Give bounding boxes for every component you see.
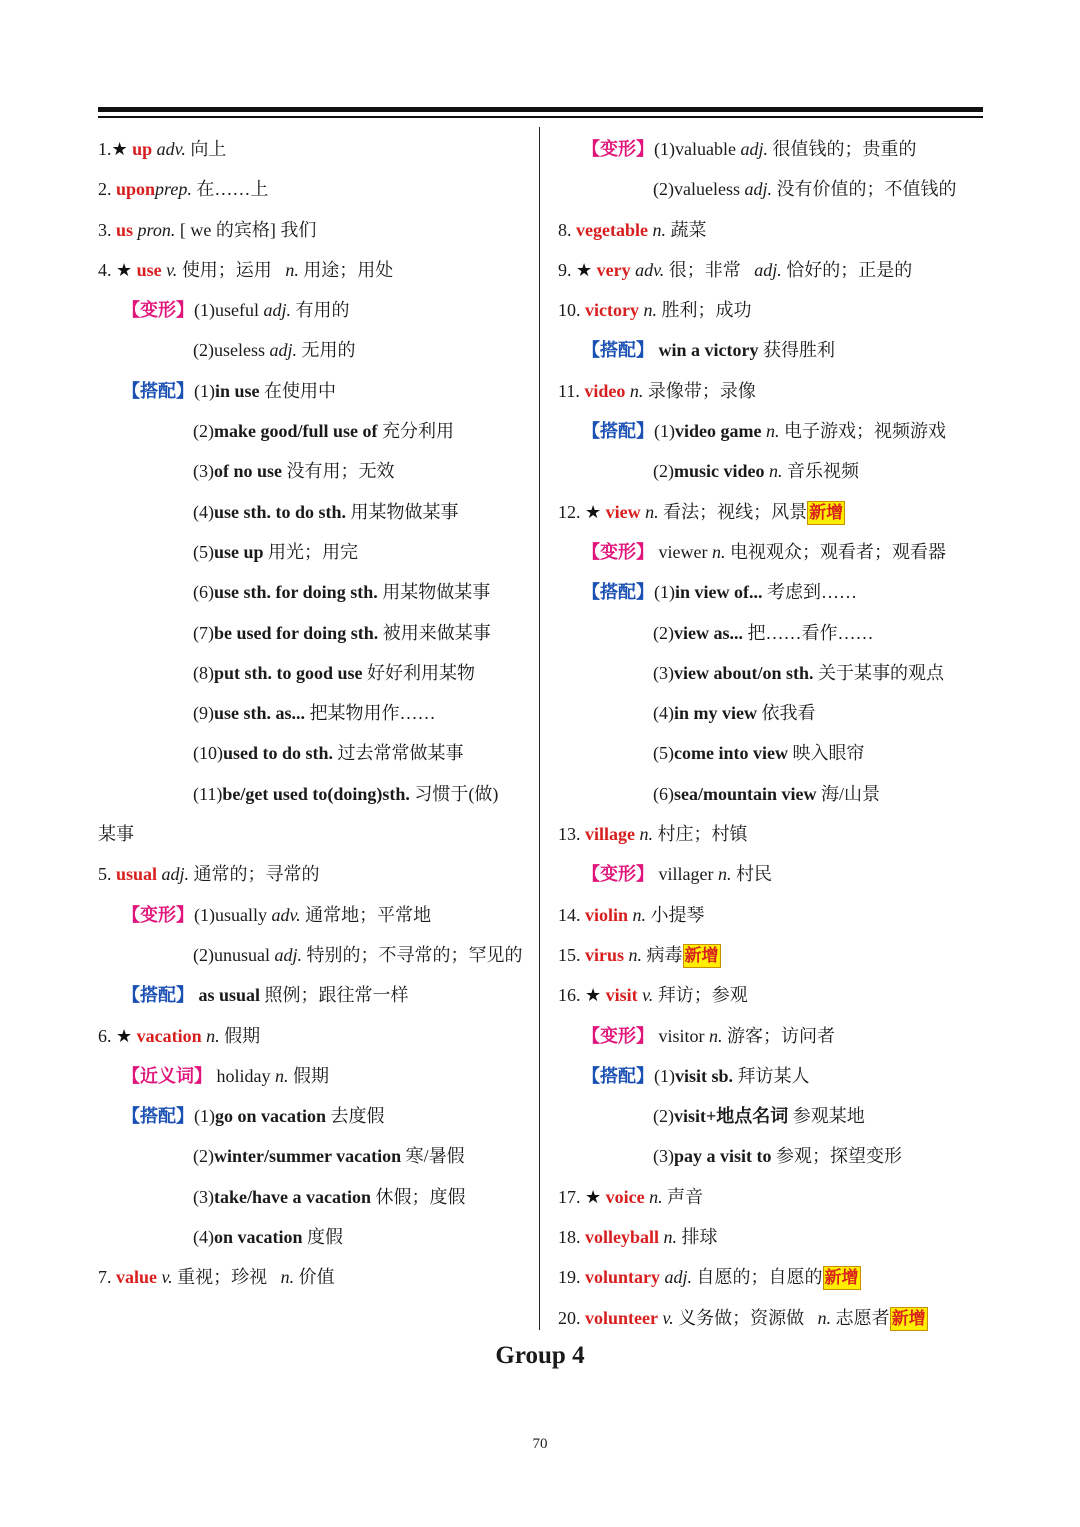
entry-volunteer: 20. volunteer v. 义务做；资源做 n. 志愿者 新增 bbox=[558, 1298, 988, 1338]
form-tag: 【变形】 bbox=[582, 1025, 654, 1046]
headword: visit bbox=[605, 985, 638, 1006]
headword: us bbox=[116, 219, 134, 240]
synonym-tag: 【近义词】 bbox=[122, 1065, 212, 1086]
form-tag: 【变形】 bbox=[122, 300, 194, 321]
visit-form: 【变形】 visitor n. 游客；访问者 bbox=[582, 1025, 836, 1046]
entry-vacation: 6. ★ vacation n. 假期 bbox=[98, 1025, 261, 1046]
star-icon: ★ bbox=[585, 1186, 602, 1207]
use-collocation-2: (2)make good/full use of 充分利用 bbox=[193, 421, 455, 442]
star-icon: ★ bbox=[576, 259, 593, 280]
headword: vacation bbox=[136, 1025, 202, 1046]
vacation-collocation-3: (3)take/have a vacation 休假；度假 bbox=[193, 1186, 466, 1207]
victory-collocation: 【搭配】 win a victory 获得胜利 bbox=[582, 340, 835, 361]
headword: view bbox=[605, 501, 641, 522]
collocation-tag: 【搭配】 bbox=[582, 582, 654, 603]
visit-collocation-2: (2)visit+地点名词 参观某地 bbox=[653, 1106, 865, 1127]
use-collocation-3: (3)of no use 没有用；无效 bbox=[193, 461, 395, 482]
vacation-synonym: 【近义词】 holiday n. 假期 bbox=[122, 1065, 329, 1086]
view-form: 【变形】 viewer n. 电视观众；观看者；观看器 bbox=[582, 541, 946, 562]
view-collocation-6: (6)sea/mountain view 海/山景 bbox=[653, 783, 881, 804]
entry-view: 12. ★ view n. 看法；视线；风景 新增 bbox=[558, 492, 988, 532]
headword: up bbox=[132, 139, 153, 159]
entry-vegetable: 8. vegetable n. 蔬菜 bbox=[558, 219, 707, 240]
vacation-collocation-1: 【搭配】(1)go on vacation 去度假 bbox=[122, 1106, 385, 1127]
use-collocation-6: (6)use sth. for doing sth. 用某物做某事 bbox=[193, 582, 491, 603]
new-badge: 新增 bbox=[890, 1307, 928, 1331]
entry-virus: 15. virus n. 病毒 新增 bbox=[558, 935, 988, 975]
headword: voice bbox=[605, 1186, 645, 1207]
usual-collocation: 【搭配】 as usual 照例；跟往常一样 bbox=[122, 985, 409, 1006]
headword: usual bbox=[116, 864, 158, 885]
collocation-tag: 【搭配】 bbox=[122, 380, 194, 401]
view-collocation-1: 【搭配】(1)in view of... 考虑到…… bbox=[582, 582, 857, 603]
right-column bbox=[558, 129, 988, 1338]
headword: use bbox=[136, 259, 162, 280]
collocation-tag: 【搭配】 bbox=[122, 1106, 194, 1127]
use-collocation-10: (10)used to do sth. 过去常常做某事 bbox=[193, 743, 464, 764]
entry-voluntary: 19. voluntary adj. 自愿的；自愿的 新增 bbox=[558, 1257, 988, 1297]
headword: value bbox=[116, 1267, 158, 1288]
use-form-1: 【变形】(1)useful adj. 有用的 bbox=[122, 300, 350, 321]
headword: virus bbox=[585, 944, 625, 965]
headword: village bbox=[585, 824, 635, 845]
view-collocation-5: (5)come into view 映入眼帘 bbox=[653, 743, 865, 764]
headword: upon bbox=[116, 179, 156, 200]
header-rule-thin bbox=[98, 116, 983, 118]
visit-collocation-1: 【搭配】(1)visit sb. 拜访某人 bbox=[582, 1065, 810, 1086]
entry-victory: 10. victory n. 胜利；成功 bbox=[558, 300, 752, 321]
use-collocation-11: (11)be/get used to(doing)sth. 习惯于(做) bbox=[193, 783, 499, 804]
view-collocation-4: (4)in my view 依我看 bbox=[653, 703, 816, 724]
column-divider bbox=[539, 127, 540, 1330]
page-number: 70 bbox=[532, 1436, 548, 1452]
entry-violin: 14. violin n. 小提琴 bbox=[558, 904, 705, 925]
new-badge: 新增 bbox=[807, 501, 845, 525]
use-collocation-5: (5)use up 用光；用完 bbox=[193, 541, 359, 562]
entry-video: 11. video n. 录像带；录像 bbox=[558, 380, 756, 401]
form-tag: 【变形】 bbox=[122, 904, 194, 925]
headword: volunteer bbox=[585, 1307, 658, 1328]
star-icon: ★ bbox=[585, 985, 602, 1006]
entry-upon: 2. uponprep. 在……上 bbox=[98, 179, 269, 200]
view-collocation-2: (2)view as... 把……看作…… bbox=[653, 622, 874, 643]
star-icon: ★ bbox=[111, 139, 128, 159]
use-collocation-11-continued: 某事 bbox=[98, 824, 134, 845]
star-icon: ★ bbox=[116, 1025, 133, 1046]
usual-form-2: (2)unusual adj. 特别的；不寻常的；罕见的 bbox=[193, 944, 523, 965]
entry-voice: 17. ★ voice n. 声音 bbox=[558, 1186, 704, 1207]
collocation-tag: 【搭配】 bbox=[582, 340, 654, 361]
use-collocation-1: 【搭配】(1)in use 在使用中 bbox=[122, 380, 337, 401]
entry-volleyball: 18. volleyball n. 排球 bbox=[558, 1227, 718, 1248]
usual-form-1: 【变形】(1)usually adv. 通常地；平常地 bbox=[122, 904, 432, 925]
visit-collocation-3: (3)pay a visit to 参观；探望变形 bbox=[653, 1146, 903, 1167]
headword: violin bbox=[585, 904, 629, 925]
headword: volleyball bbox=[585, 1227, 660, 1248]
form-tag: 【变形】 bbox=[582, 864, 654, 885]
entry-use: 4. ★ use v. 使用；运用 n. 用途；用处 bbox=[98, 259, 394, 280]
headword: vegetable bbox=[576, 219, 648, 240]
header-rule-thick bbox=[98, 107, 983, 112]
entry-up: 1.★ up adv. 向上 bbox=[98, 139, 227, 159]
star-icon: ★ bbox=[585, 501, 602, 522]
village-form: 【变形】 villager n. 村民 bbox=[582, 864, 772, 885]
vacation-collocation-4: (4)on vacation 度假 bbox=[193, 1227, 344, 1248]
star-icon: ★ bbox=[116, 259, 133, 280]
group-title: Group 4 bbox=[495, 1342, 585, 1369]
entry-visit: 16. ★ visit v. 拜访；参观 bbox=[558, 985, 748, 1006]
use-collocation-7: (7)be used for doing sth. 被用来做某事 bbox=[193, 622, 491, 643]
form-tag: 【变形】 bbox=[582, 541, 654, 562]
value-form-1: 【变形】(1)valuable adj. 很值钱的；贵重的 bbox=[582, 139, 917, 159]
headword: very bbox=[596, 259, 631, 280]
left-column bbox=[98, 129, 528, 1298]
collocation-tag: 【搭配】 bbox=[582, 1065, 654, 1086]
headword: video bbox=[584, 380, 626, 401]
video-collocation-2: (2)music video n. 音乐视频 bbox=[653, 461, 860, 482]
entry-value: 7. value v. 重视；珍视 n. 价值 bbox=[98, 1267, 335, 1288]
entry-very: 9. ★ very adv. 很；非常 adj. 恰好的；正是的 bbox=[558, 259, 913, 280]
new-badge: 新增 bbox=[683, 944, 721, 968]
view-collocation-3: (3)view about/on sth. 关于某事的观点 bbox=[653, 662, 945, 683]
collocation-tag: 【搭配】 bbox=[122, 985, 194, 1006]
form-tag: 【变形】 bbox=[582, 139, 654, 159]
headword: voluntary bbox=[585, 1267, 661, 1288]
use-collocation-9: (9)use sth. as... 把某物用作…… bbox=[193, 703, 436, 724]
video-collocation-1: 【搭配】(1)video game n. 电子游戏；视频游戏 bbox=[582, 421, 946, 442]
collocation-tag: 【搭配】 bbox=[582, 421, 654, 442]
entry-usual: 5. usual adj. 通常的；寻常的 bbox=[98, 864, 320, 885]
use-collocation-4: (4)use sth. to do sth. 用某物做某事 bbox=[193, 501, 459, 522]
use-form-2: (2)useless adj. 无用的 bbox=[193, 340, 356, 361]
value-form-2: (2)valueless adj. 没有价值的；不值钱的 bbox=[653, 179, 957, 200]
entry-village: 13. village n. 村庄；村镇 bbox=[558, 824, 748, 845]
use-collocation-8: (8)put sth. to good use 好好利用某物 bbox=[193, 662, 476, 683]
new-badge: 新增 bbox=[823, 1266, 861, 1290]
vacation-collocation-2: (2)winter/summer vacation 寒/暑假 bbox=[193, 1146, 465, 1167]
entry-us: 3. us pron. [ we 的宾格] 我们 bbox=[98, 219, 317, 240]
headword: victory bbox=[585, 300, 639, 321]
